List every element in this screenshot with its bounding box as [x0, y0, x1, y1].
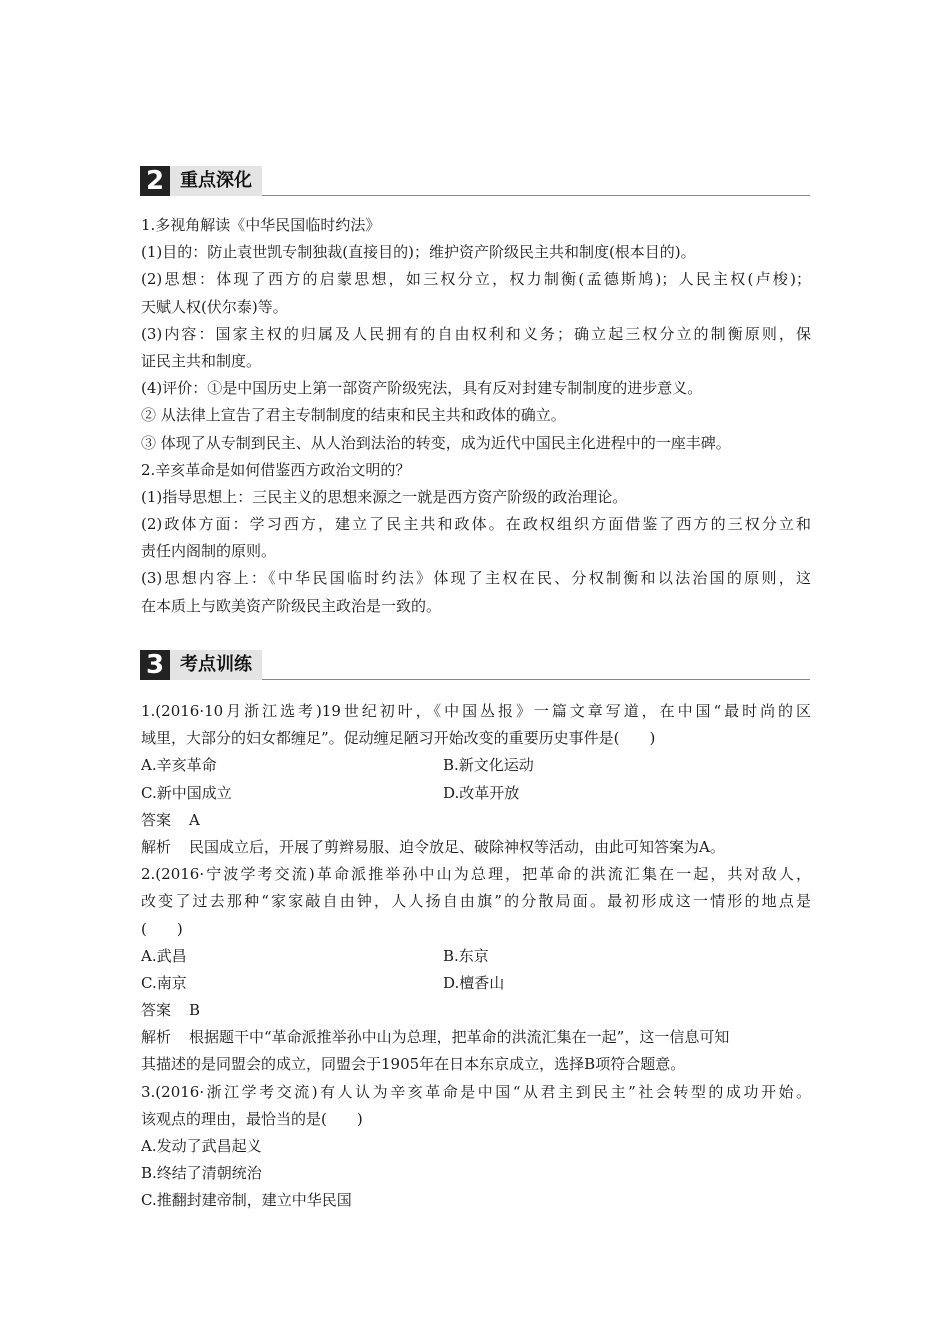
text-line: (1)指导思想上：三民主义的思想来源之一就是西方资产阶级的政治理论。 [141, 487, 628, 506]
option-b: B.终结了清朝统治 [141, 1164, 262, 1183]
option-c: C.新中国成立 [141, 783, 232, 802]
question-1-analysis [141, 834, 811, 861]
option-a: A.辛亥革命 [141, 756, 217, 775]
question-2-stem: ( ) [141, 919, 183, 938]
option-a: A.发动了武昌起义 [141, 1137, 262, 1155]
section-2-body [141, 212, 811, 620]
text-line: (1)目的：防止袁世凯专制独裁(直接目的)；维护资产阶级民主共和制度(根本目的)。 [141, 243, 696, 262]
answer-value: A [189, 810, 200, 829]
text-line: (3)思想内容上：《中华民国临时约法》体现了主权在民、分权制衡和以法治国的原则，这 [141, 569, 811, 588]
section-2-number: 2 [140, 166, 170, 196]
question-2-options-row [141, 943, 811, 970]
text-line: 责任内阁制的原则。 [141, 542, 277, 561]
analysis-text: 根据题干中“革命派推举孙中山为总理，把革命的洪流汇集在一起”，这一信息可知 [189, 1028, 730, 1047]
option-d: D.檀香山 [443, 973, 505, 992]
text-line: ② 从法律上宣告了君主专制制度的结束和民主共和政体的确立。 [141, 406, 566, 425]
question-2-answer [141, 997, 811, 1024]
option-b: B.新文化运动 [443, 756, 534, 775]
section-3-body [141, 698, 811, 1215]
text-line: (4)评价：①是中国历史上第一部资产阶级宪法，具有反对封建专制制度的进步意义。 [141, 379, 703, 398]
section-3-rule [262, 679, 810, 680]
text-line: (2)政体方面：学习西方，建立了民主共和政体。在政权组织方面借鉴了西方的三权分立和 [141, 515, 811, 534]
text-line: 2.辛亥革命是如何借鉴西方政治文明的？ [141, 460, 411, 479]
text-line: ③ 体现了从专制到民主、从人治到法治的转变，成为近代中国民主化进程中的一座丰碑。 [141, 433, 731, 452]
question-1-stem: 域里，大部分的妇女都缠足”。促动缠足陋习开始改变的重要历史事件是( ) [141, 729, 656, 748]
question-3-stem: 该观点的理由，最恰当的是( ) [141, 1109, 363, 1128]
question-2-options-row [141, 970, 811, 997]
question-1-options-row [141, 780, 811, 807]
analysis-text: 民国成立后，开展了剪辫易服、迫令放足、破除神权等活动，由此可知答案为A。 [189, 837, 725, 856]
section-2-title: 重点深化 [170, 166, 262, 196]
analysis-label: 解析 [141, 1028, 172, 1047]
answer-label: 答案 [141, 810, 172, 829]
section-2-header [140, 166, 810, 196]
section-3-number: 3 [140, 650, 170, 680]
option-a: A.武昌 [141, 946, 187, 965]
section-3-title: 考点训练 [170, 650, 262, 680]
question-1-stem: 1.(2016·10月浙江选考)19世纪初叶，《中国丛报》一篇文章写道，在中国“最时尚的区 [141, 702, 811, 720]
text-line: 1.多视角解读《中华民国临时约法》 [141, 216, 381, 234]
section-2-rule [262, 195, 810, 196]
text-line: 天赋人权(伏尔泰)等。 [141, 297, 288, 316]
text-line: 在本质上与欧美资产阶级民主政治是一致的。 [141, 596, 442, 615]
option-d: D.改革开放 [443, 783, 520, 802]
question-1-options-row [141, 752, 811, 779]
text-line: (3)内容：国家主权的归属及人民拥有的自由权利和义务；确立起三权分立的制衡原则，保 [141, 324, 811, 343]
answer-label: 答案 [141, 1001, 172, 1020]
question-2-stem: 改变了过去那种“家家敲自由钟，人人扬自由旗”的分散局面。最初形成这一情形的地点是 [141, 892, 811, 911]
text-line: 证民主共和制度。 [141, 351, 262, 370]
analysis-label: 解析 [141, 837, 172, 856]
question-1-answer [141, 807, 811, 834]
question-2-analysis-cont: 其描述的是同盟会的成立，同盟会于1905年在日本东京成立，选择B项符合题意。 [141, 1055, 686, 1074]
option-c: C.南京 [141, 973, 187, 992]
option-c: C.推翻封建帝制，建立中华民国 [141, 1191, 352, 1210]
section-3-header [140, 650, 810, 680]
answer-value: B [189, 1001, 201, 1020]
text-line: (2)思想：体现了西方的启蒙思想，如三权分立，权力制衡(孟德斯鸠)；人民主权(卢梭)； [141, 270, 811, 289]
question-3-stem: 3.(2016·浙江学考交流)有人认为辛亥革命是中国“从君主到民主”社会转型的成功开始。 [141, 1082, 811, 1101]
question-2-analysis [141, 1024, 811, 1051]
option-b: B.东京 [443, 946, 489, 965]
question-2-stem: 2.(2016·宁波学考交流)革命派推举孙中山为总理，把革命的洪流汇集在一起，共对敌人， [141, 865, 811, 884]
